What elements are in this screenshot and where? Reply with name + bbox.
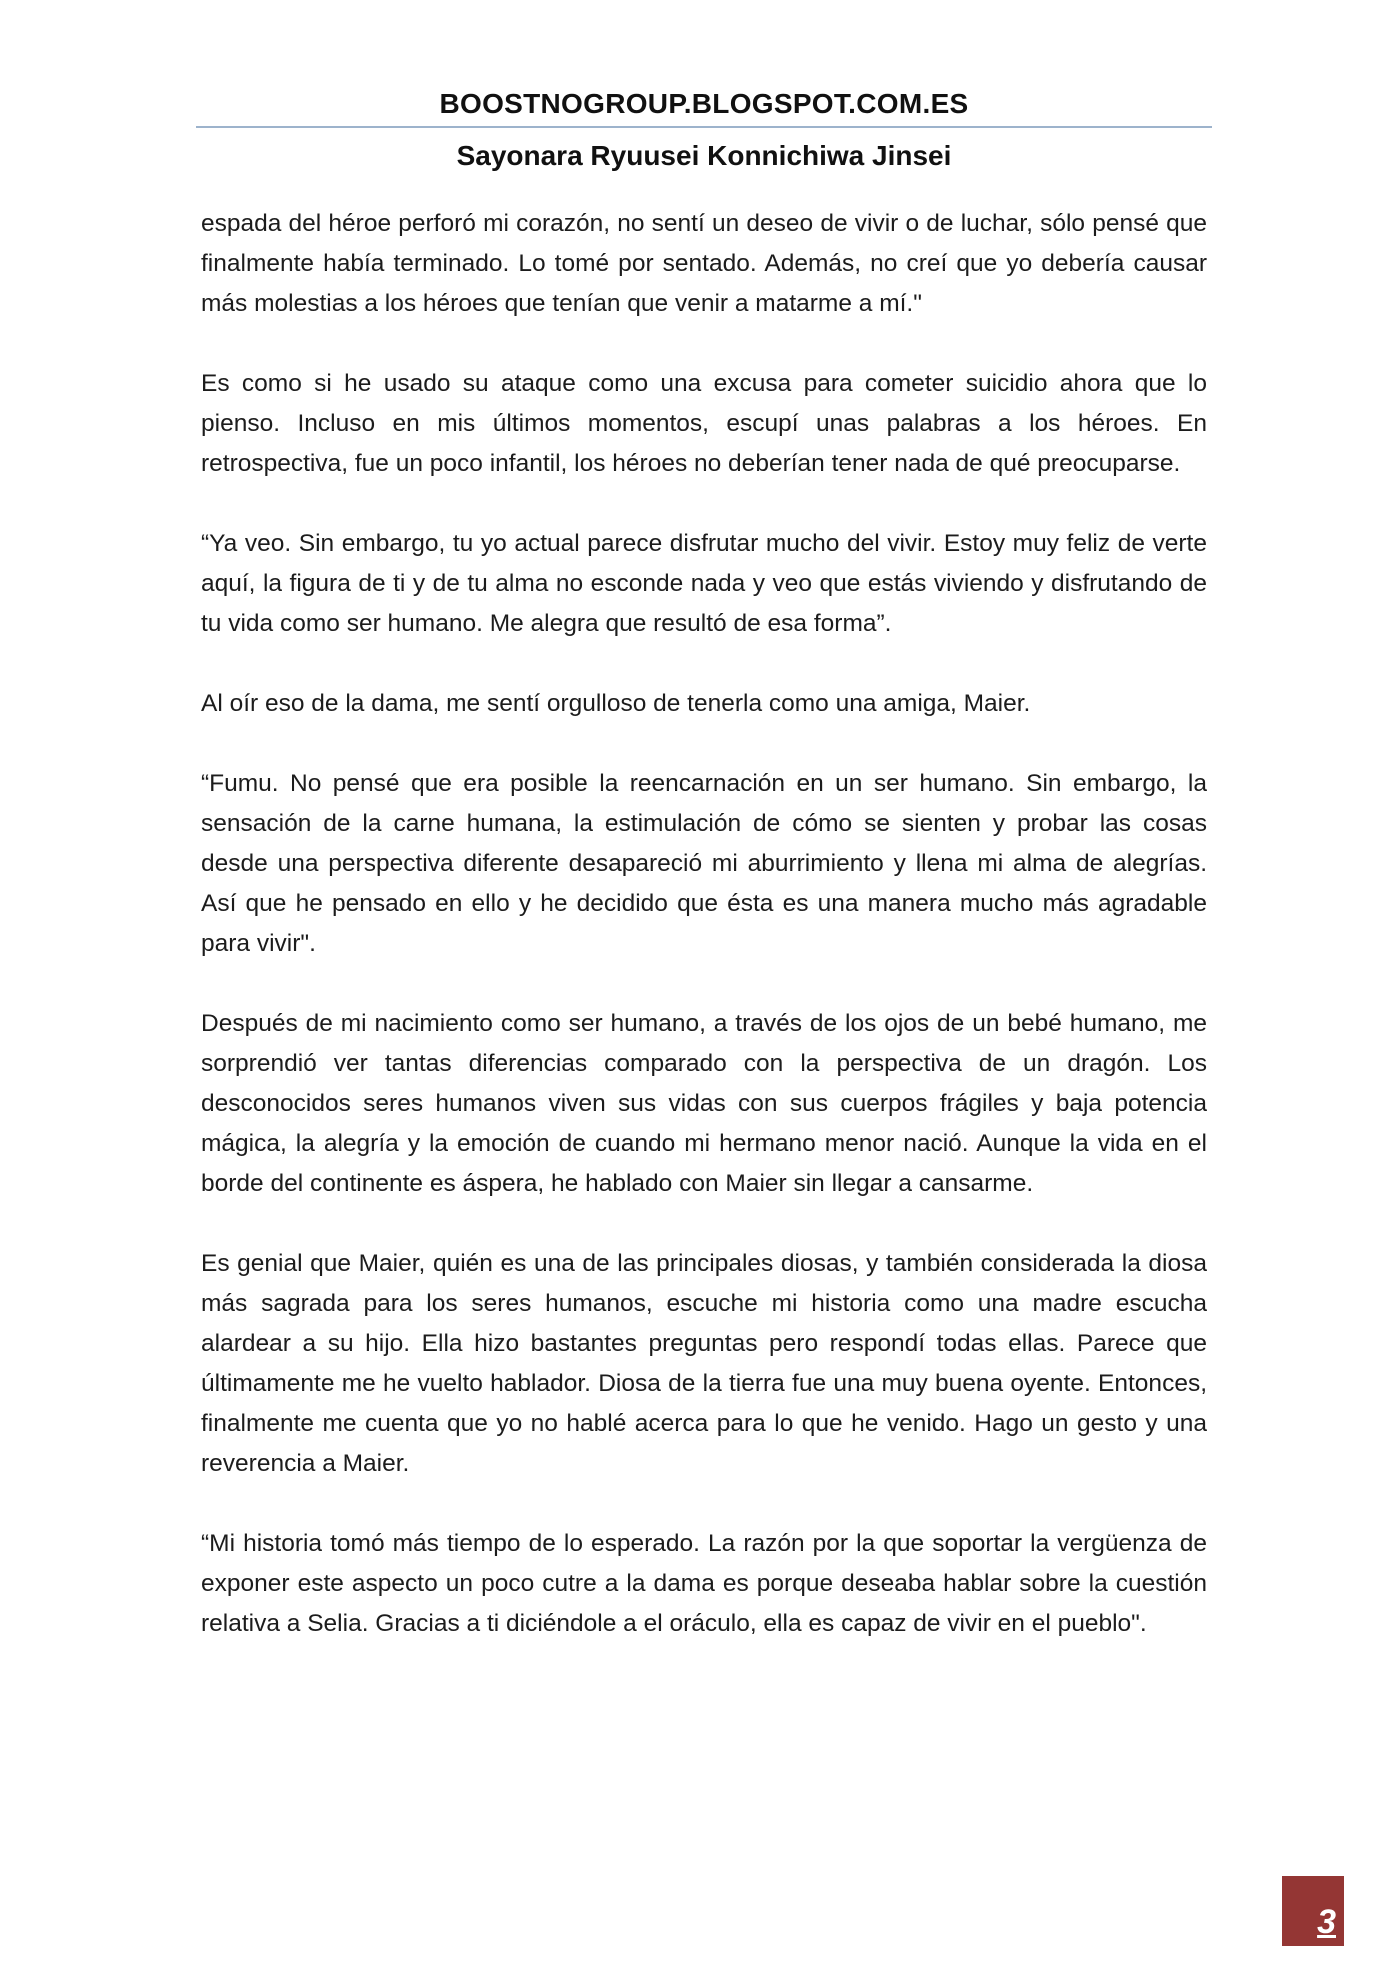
header-divider: [196, 126, 1212, 128]
site-name: BOOSTNOGROUP.BLOGSPOT.COM.ES: [439, 88, 969, 119]
paragraph: Es como si he usado su ataque como una excusa para cometer suicidio ahora que lo pienso. Incluso en mis últimos momentos, escupí unas palabras a los héroes. En retrospectiva, fue un poco infantil, los héroes no deberían tener nada de qué preocuparse.: [201, 370, 1207, 477]
paragraph: Después de mi nacimiento como ser humano, a través de los ojos de un bebé humano, me sorprendió ver tantas diferencias comparado con la perspectiva de un dragón. Los desconocidos seres humanos viven sus vidas con sus cuerpos frágiles y baja potencia mágica, la alegría y la emoción de cuando mi hermano menor nació. Aunque la vida en el borde del continente es áspera, he hablado con Maier sin llegar a cansarme.: [201, 1010, 1207, 1197]
paragraph: Al oír eso de la dama, me sentí orgulloso de tenerla como una amiga, Maier.: [201, 690, 1031, 717]
page-body: [201, 204, 1207, 1684]
paragraph: “Ya veo. Sin embargo, tu yo actual parece disfrutar mucho del vivir. Estoy muy feliz de verte aquí, la figura de ti y de tu alma no esconde nada y veo que estás viviendo y disfrutando de tu vida como ser humano. Me alegra que resultó de esa forma”.: [201, 530, 1207, 637]
paragraph: espada del héroe perforó mi corazón, no sentí un deseo de vivir o de luchar, sólo pensé que finalmente había terminado. Lo tomé por sentado. Además, no creí que yo debería causar más molestias a los héroes que tenían que venir a matarme a mí.": [201, 210, 1207, 317]
paragraph: “Fumu. No pensé que era posible la reencarnación en un ser humano. Sin embargo, la sensación de la carne humana, la estimulación de cómo se sienten y probar las cosas desde una perspectiva diferente desapareció mi aburrimiento y llena mi alma de alegrías. Así que he pensado en ello y he decidido que ésta es una manera mucho más agradable para vivir".: [201, 770, 1207, 957]
page-header: [196, 84, 1212, 176]
document-title: Sayonara Ryuusei Konnichiwa Jinsei: [456, 140, 952, 171]
page-number: 3: [1317, 1903, 1336, 1941]
page-number-badge: [1282, 1876, 1344, 1946]
paragraph: Es genial que Maier, quién es una de las principales diosas, y también considerada la diosa más sagrada para los seres humanos, escuche mi historia como una madre escucha alardear a su hijo. Ella hizo bastantes preguntas pero respondí todas ellas. Parece que últimamente me he vuelto hablador. Diosa de la tierra fue una muy buena oyente. Entonces, finalmente me cuenta que yo no hablé acerca para lo que he venido. Hago un gesto y una reverencia a Maier.: [201, 1250, 1207, 1477]
paragraph: “Mi historia tomó más tiempo de lo esperado. La razón por la que soportar la vergüenza de exponer este aspecto un poco cutre a la dama es porque deseaba hablar sobre la cuestión relativa a Selia. Gracias a ti diciéndole a el oráculo, ella es capaz de vivir en el pueblo".: [201, 1530, 1207, 1637]
